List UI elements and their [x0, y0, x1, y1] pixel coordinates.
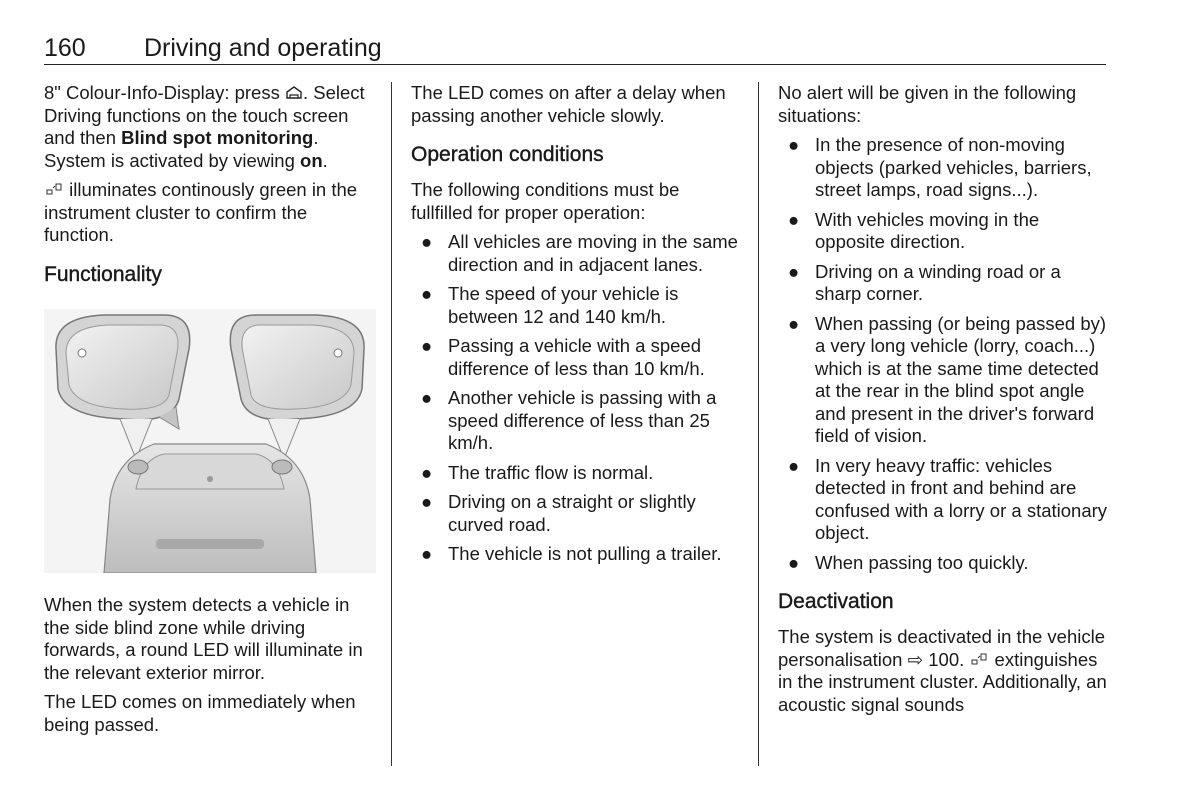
heading-functionality: Functionality — [44, 262, 162, 286]
paragraph: When the system detects a vehicle in the side blind zone while driving forwards, a round LED will illuminate in the relevant exterior mirror. — [44, 594, 363, 683]
blind-spot-icon — [969, 652, 989, 666]
page-number: 160 — [44, 34, 86, 62]
heading-operation-conditions: Operation conditions — [411, 143, 604, 166]
list-item: ● Another vehicle is passing with a speed difference of less than 25 km/h. — [421, 387, 717, 453]
column-1 — [44, 82, 376, 743]
paragraph: The LED comes on immediately when being passed. — [44, 691, 356, 735]
list-item: ● When passing too quickly. — [788, 551, 1029, 573]
paragraph: 8" Colour-Info-Display: press . Select Driving functions on the touch screen and then Blind spot monitoring. System is activated by viewing on. — [44, 82, 365, 171]
setting-name: Blind spot monitoring — [121, 127, 314, 148]
conditions-list — [411, 231, 745, 566]
home-icon — [285, 86, 303, 100]
list-item: ● Driving on a straight or slightly curved road. — [421, 491, 696, 535]
side-mirror-blind-spot-led-illustration — [44, 309, 376, 573]
list-item: ● Driving on a winding road or a sharp corner. — [788, 260, 1061, 304]
list-item: ● When passing (or being passed by) a very long vehicle (lorry, coach...) which is at the same time detected at the rear in the blind spot angle and present in the driver's forward field of vision. — [788, 312, 1107, 446]
heading-deactivation: Deactivation — [778, 590, 894, 613]
section-title: Driving and operating — [144, 34, 382, 62]
column-divider — [391, 82, 392, 766]
no-alert-list — [778, 134, 1110, 574]
blind-spot-icon — [44, 182, 64, 196]
list-item: ● The speed of your vehicle is between 12 and 140 km/h. — [421, 283, 679, 327]
list-item: ● In the presence of non-moving objects (parked vehicles, barriers, street lamps, road signs...). — [788, 134, 1092, 200]
list-item: ● All vehicles are moving in the same direction and in adjacent lanes. — [421, 231, 738, 275]
column-divider — [758, 82, 759, 766]
setting-value: on — [300, 149, 323, 171]
paragraph: The LED comes on after a delay when passing another vehicle slowly. — [411, 82, 726, 126]
list-item: ● Passing a vehicle with a speed difference of less than 10 km/h. — [421, 335, 705, 379]
paragraph: The following conditions must be fullfilled for proper operation: — [411, 179, 680, 223]
list-item: ● With vehicles moving in the opposite direction. — [788, 208, 1040, 252]
page-header — [44, 32, 1106, 65]
paragraph: No alert will be given in the following situations: — [778, 82, 1077, 126]
list-item: ● In very heavy traffic: vehicles detected in front and behind are confused with a lorry or a stationary object. — [788, 454, 1108, 543]
paragraph: illuminates continously green in the instrument cluster to confirm the function. — [44, 179, 358, 245]
page-reference-arrow[interactable]: ⇨ — [907, 648, 924, 670]
list-item: ● The vehicle is not pulling a trailer. — [421, 543, 722, 564]
paragraph: The system is deactivated in the vehicle personalisation ⇨ 100. extinguishes in the instrument cluster. Additionally, an acoustic signal sounds — [778, 626, 1107, 715]
page-reference[interactable]: 100. — [923, 648, 970, 670]
list-item: ● The traffic flow is normal. — [421, 461, 654, 483]
column-2 — [411, 82, 745, 573]
column-3 — [778, 82, 1110, 723]
